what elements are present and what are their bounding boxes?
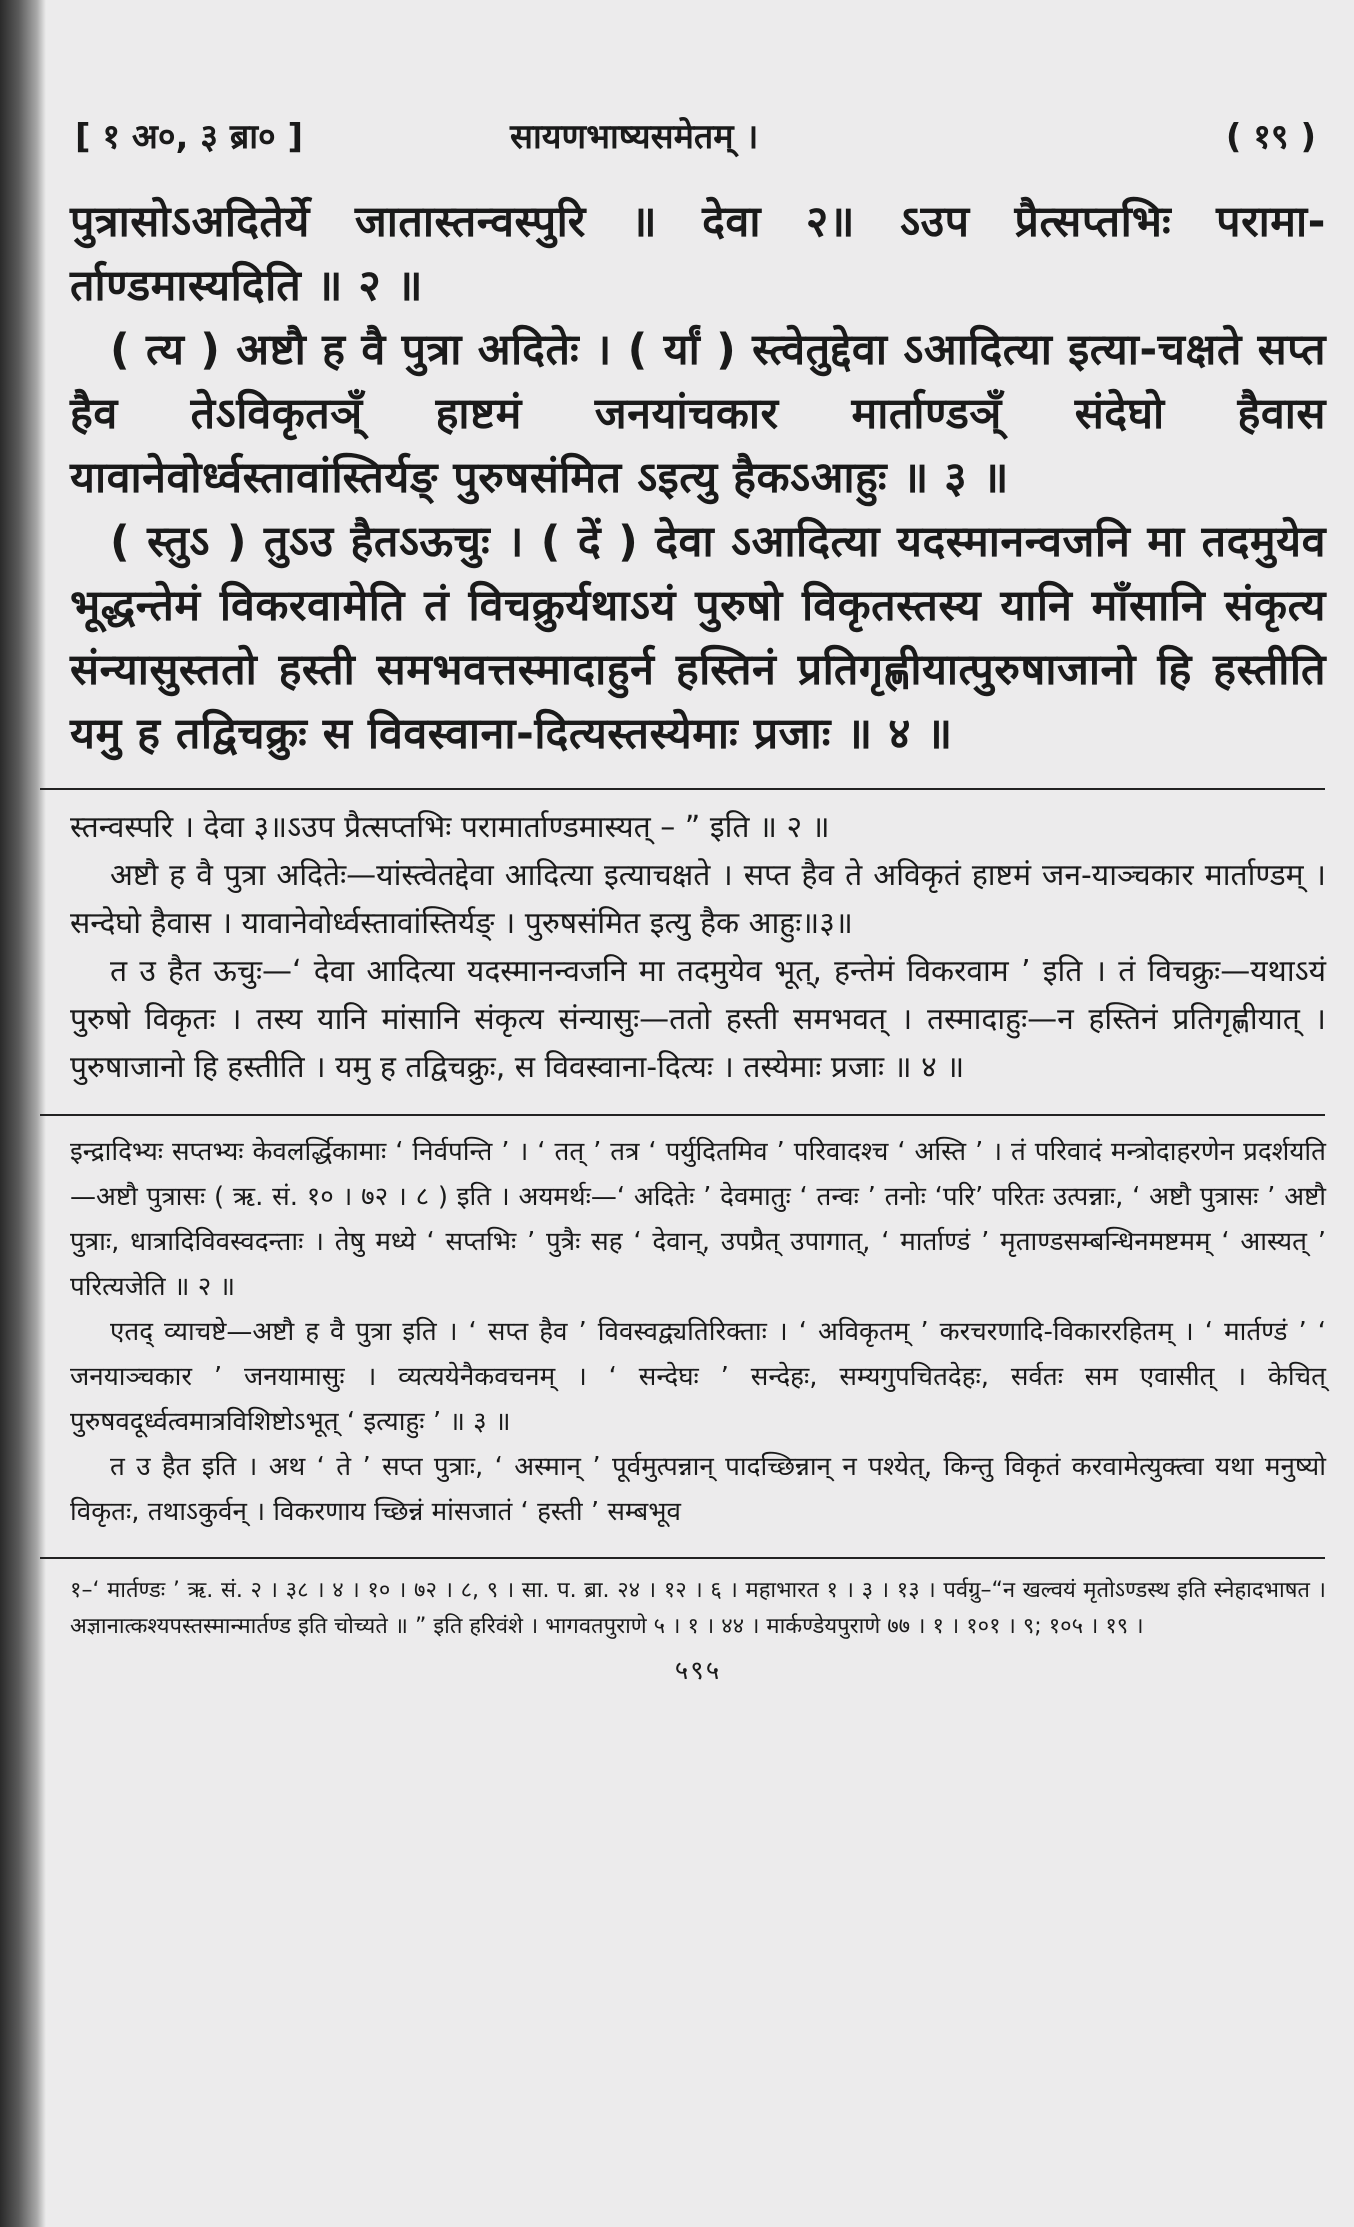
mantra-verse-4: ( स्तुऽ ) तुऽउ हैतऽऊचुः । ( दें ) देवा ऽआदित्या यदस्मानन्वजनि मा तदमुयेव भूद्धन्तेमं विकरवामेति तं विचक्रुर्यथाऽयं पुरुषो विकृतस्तस्य यानि माॅंसानि संकृत्य संन्यासुस्ततो हस्ती समभवत्तस्मादाहुर्न हस्तिनं प्रतिगृह्णीयात्पुरुषाजानो हि हस्तीति यमु ह तद्विचक्रुः स विवस्वाना-दित्यस्तस्येमाः प्रजाः ॥ ४ ॥	[70, 517, 1326, 759]
mantra-text	[70, 190, 1326, 766]
footnote-rule	[40, 1557, 1325, 1559]
header-section-ref: [ १ अ०, ३ ब्रा० ]	[75, 117, 304, 157]
mantra-verse-3: ( त्य ) अष्टौ ह वै पुत्रा अदितेः । ( र्यां ) स्त्वेतुद्देवा ऽआदित्या इत्या-चक्षते सप्त हैव तेऽविकृतञ्ँ हाष्टमं जनयांचकार मार्ताण्डञ्ँ संदेघो हैवास यावानेवोर्ध्वस्तावांस्तिर्यङ्‌ पुरुषसंमित ऽइत्यु हैकऽआहुः ॥ ३ ॥	[70, 325, 1326, 503]
padapatha-verse-4: त उ हैत ऊचुः—‘ देवा आदित्या यदस्मानन्वजनि मा तदमुयेव भूत्, हन्तेमं विकरवाम ’ इति । तं विचक्रुः—यथाऽयं पुरुषो विकृतः । तस्य यानि मांसानि संकृत्य संन्यासुः—ततो हस्ती समभवत् । तस्मादाहुः—न हस्तिनं प्रतिगृह्णीयात् । पुरुषाजानो हि हस्तीति । यमु ह तद्विचक्रुः, स विवस्वाना-दित्यः । तस्येमाः प्रजाः ॥ ४ ॥	[70, 954, 1326, 1085]
commentary-text	[70, 1130, 1326, 1535]
commentary-para-3: एतद् व्याचष्टे—अष्टौ ह वै पुत्रा इति । ‘ सप्त हैव ’ विवस्वद्व्यतिरिक्ताः । ‘ अविकृतम् ’ करचरणादि-विकाररहितम् । ‘ मार्तण्डं ’ ‘ जनयाञ्चकार ’ जनयामासुः । व्यत्ययेनैकवचनम् । ‘ सन्देघः ’ सन्देहः, सम्यगुपचितदेहः, सर्वतः सम एवासीत् । केचित् पुरुषवदूर्ध्वत्वमात्रविशिष्टोऽभूत् ‘ इत्याहुः ’ ॥ ३ ॥	[70, 1317, 1326, 1437]
page-number: ५९५	[674, 1656, 722, 1686]
divider-rule	[40, 788, 1325, 790]
padapatha-text	[70, 804, 1326, 1092]
header-page-ref: ( १९ )	[1225, 117, 1316, 157]
mantra-verse-2: पुत्रासोऽअदितेर्ये जातास्तन्वस्पुरि ॥ देवा २॥ ऽउप प्रैत्सप्तभिः परामा-र्ताण्डमास्यदिति ॥ २ ॥	[70, 197, 1326, 311]
commentary-para-2: इन्द्रादिभ्यः सप्तभ्यः केवलर्द्धिकामाः ‘ निर्वपन्ति ’ । ‘ तत् ’ तत्र ‘ पर्युदितमिव ’ परिवादश्च ‘ अस्ति ’ । तं परिवादं मन्त्रोदाहरणेन प्रदर्शयति—अष्टौ पुत्रासः ( ऋ. सं. १० । ७२ । ८ ) इति । अयमर्थः—‘ अदितेः ’ देवमातुः ‘ तन्वः ’ तनोः ‘परि’ परितः उत्पन्नाः, ‘ अष्टौ पुत्रासः ’ अष्टौ पुत्राः, धात्रादिविवस्वदन्ताः । तेषु मध्ये ‘ सप्तभिः ’ पुत्रैः सह ‘ देवान्, उपप्रैत् उपागात्, ‘ मार्ताण्डं ’ मृताण्डसम्बन्धिनमष्टमम् ‘ आस्यत् ’ परित्यजेति ॥ २ ॥	[70, 1137, 1326, 1302]
running-header	[70, 112, 1326, 164]
footnote	[70, 1573, 1326, 1645]
divider-rule	[40, 1114, 1325, 1116]
padapatha-verse-3: अष्टौ ह वै पुत्रा अदितेः—यांस्त्वेतद्देवा आदित्या इत्याचक्षते । सप्त हैव ते अविकृतं हाष्टमं जन-याञ्चकार मार्ताण्डम् । सन्देघो हैवास । यावानेवोर्ध्वस्तावांस्तिर्यङ् । पुरुषसंमित इत्यु हैक आहुः॥३॥	[70, 858, 1326, 941]
header-title: सायणभाष्यसमेतम् ।	[510, 117, 759, 157]
footnote-text: १–‘ मार्तण्डः ’ ऋ. सं. २ । ३८ । ४ । १० । ७२ । ८, ९ । सा. प. ब्रा. २४ । १२ । ६ । महाभारत १ । ३ । १३ । पर्वग्रु–“न खल्वयं मृतोऽण्डस्थ इति स्नेहादभाषत । अज्ञानात्कश्यपस्तस्मान्मार्तण्ड इति चोच्यते ॥ ” इति हरिवंशे । भागवतपुराणे ५ । १ । ४४ । मार्कण्डेयपुराणे ७७ । १ । १०१ । ९; १०५ । १९ ।	[70, 1578, 1326, 1639]
page	[70, 112, 1326, 1687]
padapatha-verse-2: स्तन्वस्परि । देवा ३॥ऽउप प्रैत्सप्तभिः परामार्ताण्डमास्यत् – ” इति ॥ २ ॥	[70, 810, 830, 845]
commentary-para-4: त उ हैत इति । अथ ‘ ते ’ सप्त पुत्राः, ‘ अस्मान् ’ पूर्वमुत्पन्नान् पादच्छिन्नान् न पश्येत्, किन्तु विकृतं करवामेत्युक्त्वा यथा मनुष्यो विकृतः, तथाऽकुर्वन् । विकरणाय च्छिन्नं मांसजातं ‘ हस्ती ’ सम्बभूव	[70, 1452, 1326, 1527]
